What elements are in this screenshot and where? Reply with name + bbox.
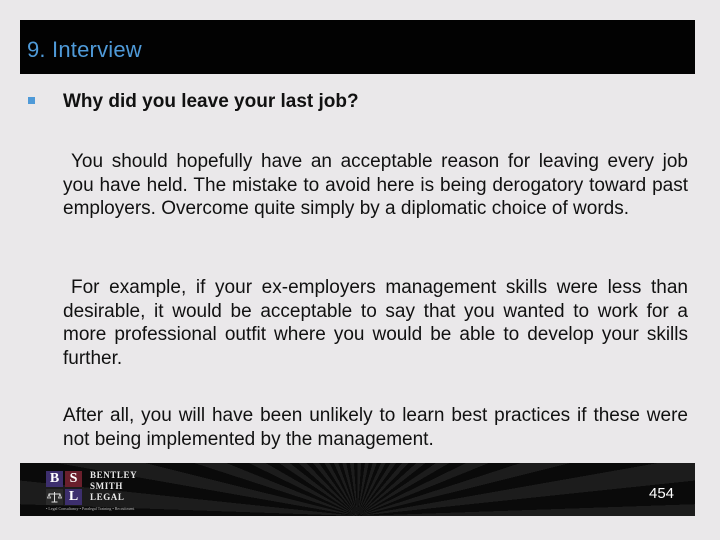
- logo-monogram: [46, 470, 84, 506]
- logo-name-line-3: LEGAL: [90, 492, 125, 502]
- slide-title: 9. Interview: [27, 37, 142, 62]
- footer-bar: [20, 463, 695, 516]
- paragraph-2: [63, 276, 688, 370]
- logo-name-line-1: BENTLEY: [90, 470, 138, 480]
- logo-tagline: • Legal Consultancy • Paralegal Training • Recruitment: [46, 506, 135, 511]
- logo-letter-l: L: [65, 489, 82, 505]
- logo-letter-s: S: [65, 471, 82, 487]
- company-logo: [44, 468, 174, 512]
- title-bar: [20, 20, 695, 74]
- logo-letter-b: B: [46, 471, 63, 487]
- question-heading: Why did you leave your last job?: [63, 91, 359, 112]
- square-bullet-icon: [28, 97, 35, 104]
- logo-name-line-2: SMITH: [90, 481, 124, 491]
- page-number: 454: [649, 485, 675, 502]
- logo-company-name: [90, 470, 137, 503]
- paragraph-2-text: For example, if your ex-employers management skills were less than desirable, it would be acceptable to say that you wanted to work for a more professional outfit where you would be able to develop your skills further.: [63, 277, 688, 369]
- paragraph-1-text: You should hopefully have an acceptable reason for leaving every job you have held. The mistake to avoid here is being derogatory toward past employers. Overcome quite simply by a diplomatic choice of words.: [63, 151, 688, 219]
- scales-of-justice-icon: [46, 489, 63, 505]
- paragraph-1: [63, 150, 688, 221]
- paragraph-3-text: After all, you will have been unlikely to learn best practices if these were not being implemented by the management.: [63, 405, 688, 450]
- paragraph-3: [63, 404, 688, 451]
